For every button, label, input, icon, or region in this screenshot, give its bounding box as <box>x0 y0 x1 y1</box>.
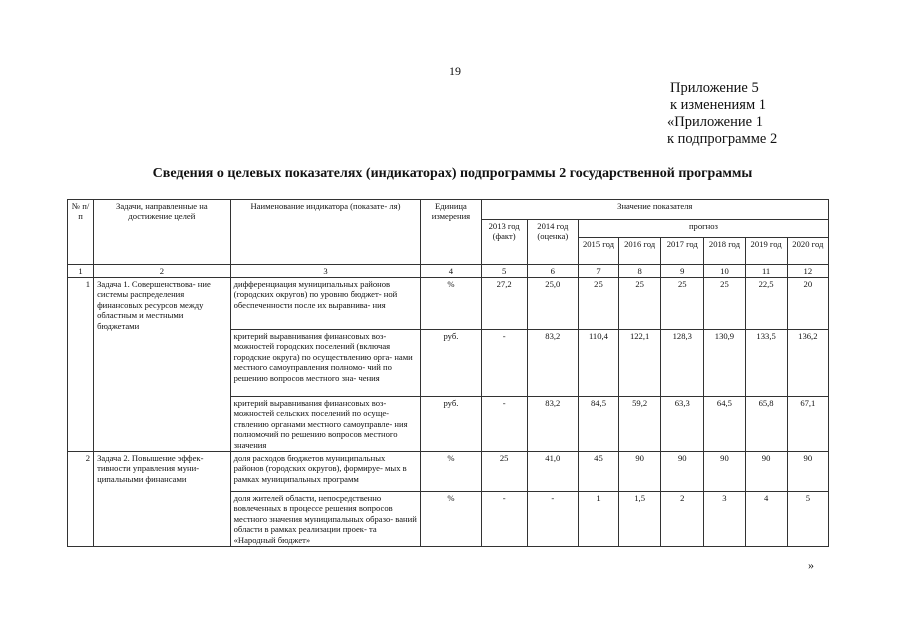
appendix-header <box>667 80 777 148</box>
value-cell: 1 <box>578 492 618 547</box>
unit-cell: руб. <box>421 397 481 452</box>
indicator-cell: доля расходов бюджетов муниципальных районов (городских округов), формируе- мых в рамках муниципальных программ <box>230 452 421 492</box>
column-number: 9 <box>661 265 704 278</box>
appendix-line-4: к подпрограмме 2 <box>667 131 778 147</box>
value-cell: 2 <box>661 492 704 547</box>
value-cell: 63,3 <box>661 397 704 452</box>
value-cell: 130,9 <box>704 330 745 397</box>
table-row <box>68 452 829 492</box>
value-cell: 90 <box>745 452 787 492</box>
row-number: 2 <box>68 452 94 547</box>
table-row <box>68 278 829 330</box>
indicator-cell: критерий выравнивания финансовых воз- можностей городских поселений (включая городские округа) по осуществлению орга- нами местного самоуправления полномо- чий по решению вопросов местного зна- чения <box>230 330 421 397</box>
unit-cell: % <box>421 278 481 330</box>
value-cell: 122,1 <box>619 330 661 397</box>
header-2014: 2014 год (оценка) <box>527 220 578 265</box>
header-tasks: Задачи, направленные на достижение целей <box>94 200 231 265</box>
value-cell: 1,5 <box>619 492 661 547</box>
value-cell: 64,5 <box>704 397 745 452</box>
value-cell: 25 <box>661 278 704 330</box>
header-forecast: прогноз <box>578 220 828 238</box>
header-year: 2015 год <box>578 238 618 265</box>
unit-cell: руб. <box>421 330 481 397</box>
column-number: 3 <box>230 265 421 278</box>
value-cell: 84,5 <box>578 397 618 452</box>
header-year: 2018 год <box>704 238 745 265</box>
value-cell: 83,2 <box>527 397 578 452</box>
value-cell: - <box>481 330 527 397</box>
column-number: 4 <box>421 265 481 278</box>
table-body <box>68 278 829 547</box>
indicator-cell: дифференциация муниципальных районов (городских округов) по уровню бюджет- ной обеспеченности после их выравнива- ния <box>230 278 421 330</box>
value-cell: 65,8 <box>745 397 787 452</box>
task-cell: Задача 2. Повышение эффек- тивности управления муни- ципальными финансами <box>94 452 231 547</box>
value-cell: 20 <box>787 278 828 330</box>
value-cell: 25 <box>704 278 745 330</box>
column-number: 8 <box>619 265 661 278</box>
column-number: 7 <box>578 265 618 278</box>
unit-cell: % <box>421 492 481 547</box>
header-value: Значение показателя <box>481 200 828 220</box>
value-cell: 90 <box>661 452 704 492</box>
table-header <box>68 200 829 278</box>
column-number: 6 <box>527 265 578 278</box>
value-cell: 5 <box>787 492 828 547</box>
column-numbers-row <box>68 265 829 278</box>
column-number: 10 <box>704 265 745 278</box>
header-year: 2020 год <box>787 238 828 265</box>
value-cell: - <box>481 397 527 452</box>
value-cell: - <box>527 492 578 547</box>
value-cell: 90 <box>704 452 745 492</box>
value-cell: 128,3 <box>661 330 704 397</box>
appendix-line-3: «Приложение 1 <box>667 114 763 130</box>
value-cell: 3 <box>704 492 745 547</box>
value-cell: 90 <box>787 452 828 492</box>
column-number: 11 <box>745 265 787 278</box>
page-number: 19 <box>449 64 461 78</box>
header-year: 2017 год <box>661 238 704 265</box>
task-cell: Задача 1. Совершенствова- ние системы распределения финансовых ресурсов между областным и местными бюджетами <box>94 278 231 452</box>
row-number: 1 <box>68 278 94 452</box>
header-year: 2016 год <box>619 238 661 265</box>
column-number: 2 <box>94 265 231 278</box>
header-unit: Единица измерения <box>421 200 481 265</box>
appendix-line-1: Приложение 5 <box>670 80 759 96</box>
header-2013: 2013 год (факт) <box>481 220 527 265</box>
value-cell: 110,4 <box>578 330 618 397</box>
value-cell: 67,1 <box>787 397 828 452</box>
header-no: № п/п <box>68 200 94 265</box>
value-cell: - <box>481 492 527 547</box>
value-cell: 136,2 <box>787 330 828 397</box>
value-cell: 4 <box>745 492 787 547</box>
value-cell: 83,2 <box>527 330 578 397</box>
value-cell: 25 <box>619 278 661 330</box>
indicators-table <box>67 199 829 547</box>
value-cell: 27,2 <box>481 278 527 330</box>
closing-quote: » <box>808 558 814 572</box>
value-cell: 22,5 <box>745 278 787 330</box>
unit-cell: % <box>421 452 481 492</box>
value-cell: 90 <box>619 452 661 492</box>
column-number: 1 <box>68 265 94 278</box>
header-indicator: Наименование индикатора (показате- ля) <box>230 200 421 265</box>
value-cell: 25 <box>578 278 618 330</box>
value-cell: 45 <box>578 452 618 492</box>
value-cell: 41,0 <box>527 452 578 492</box>
indicator-cell: доля жителей области, непосредственно вовлеченных в процессе решения вопросов местного значения муниципальных образо- ваний области в рамках реализации проек- та «Народный бюджет» <box>230 492 421 547</box>
value-cell: 25,0 <box>527 278 578 330</box>
column-number: 5 <box>481 265 527 278</box>
column-number: 12 <box>787 265 828 278</box>
value-cell: 133,5 <box>745 330 787 397</box>
header-year: 2019 год <box>745 238 787 265</box>
value-cell: 25 <box>481 452 527 492</box>
appendix-line-2: к изменениям 1 <box>670 97 766 113</box>
document-title: Сведения о целевых показателях (индикаторах) подпрограммы 2 государственной программы <box>152 166 753 181</box>
indicator-cell: критерий выравнивания финансовых воз- можностей сельских поселений по осуще- ствлению органами местного самоуправле- ния полномочий по решению вопросов местного значения <box>230 397 421 452</box>
value-cell: 59,2 <box>619 397 661 452</box>
